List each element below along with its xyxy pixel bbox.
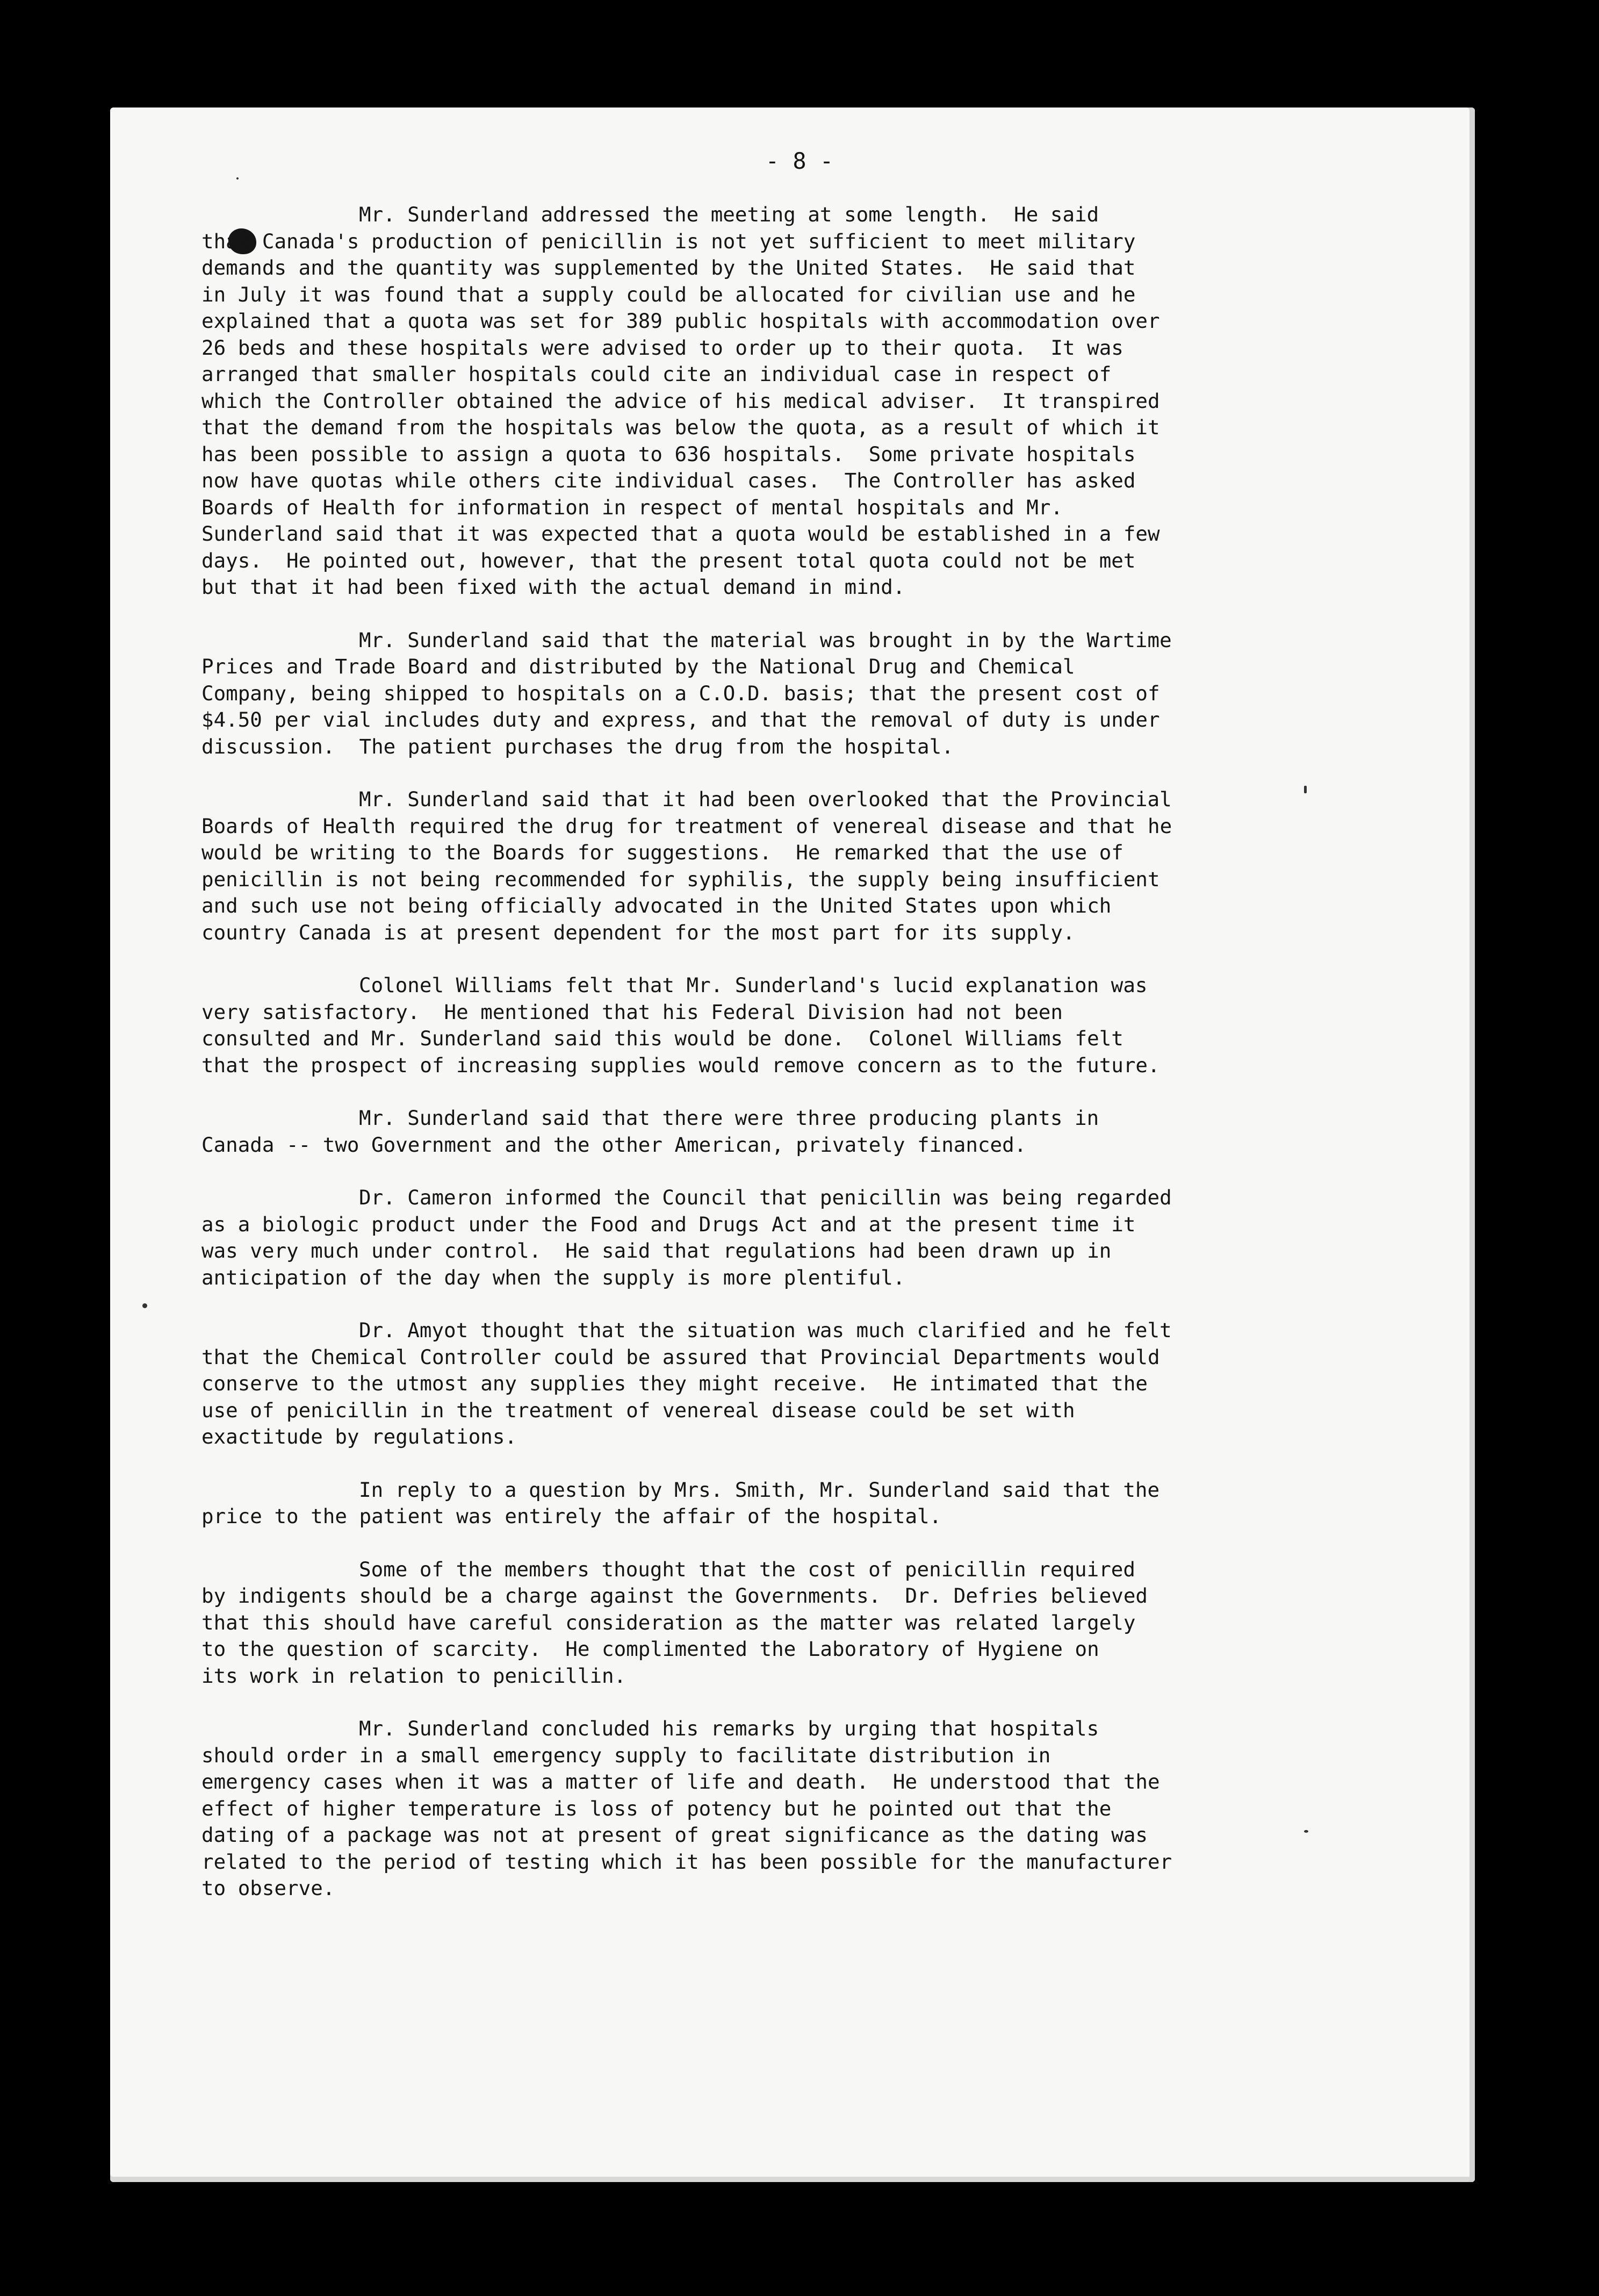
text-line: should order in a small emergency supply to facilitate distribution in — [201, 1743, 1051, 1767]
text-line: emergency cases when it was a matter of life and death. He understood that the — [201, 1770, 1160, 1793]
document-body — [201, 202, 1281, 1928]
paragraph — [201, 627, 1281, 760]
text-line: and such use not being officially advocated in the United States upon which — [201, 894, 1112, 917]
text-line: In reply to a question by Mrs. Smith, Mr. Sunderland said that the — [359, 1477, 1160, 1502]
paragraph — [201, 1105, 1281, 1158]
page-number: - 8 - — [765, 148, 834, 174]
text-line: Prices and Trade Board and distributed by the National Drug and Chemical — [201, 655, 1075, 678]
text-line: $4.50 per vial includes duty and express, and that the removal of duty is under — [201, 708, 1160, 731]
dust-speck — [142, 1303, 147, 1308]
text-line: that the prospect of increasing supplies would remove concern as to the future. — [201, 1053, 1160, 1077]
text-line: Mr. Sunderland said that there were three producing plants in — [359, 1106, 1099, 1130]
text-line: arranged that smaller hospitals could cite an individual case in respect of — [201, 362, 1112, 386]
text-line: country Canada is at present dependent for the most part for its supply. — [201, 920, 1075, 944]
text-line: exactitude by regulations. — [201, 1425, 517, 1448]
text-line: that the demand from the hospitals was below the quota, as a result of which it — [201, 415, 1160, 439]
text-line: Canada -- two Government and the other American, privately financed. — [201, 1132, 1027, 1157]
text-line: that this should have careful consideration as the matter was related largely — [201, 1610, 1136, 1634]
dust-speck — [1304, 786, 1307, 793]
text-line: Boards of Health for information in respect of mental hospitals and Mr. — [201, 495, 1063, 519]
paragraph — [201, 972, 1281, 1079]
paragraph — [201, 1716, 1281, 1902]
text-line: which the Controller obtained the advice of his medical adviser. It transpired — [201, 389, 1160, 413]
text-line: days. He pointed out, however, that the present total quota could not be met — [201, 548, 1136, 572]
text-line: Company, being shipped to hospitals on a C.O.D. basis; that the present cost of — [201, 681, 1160, 705]
text-line: discussion. The patient purchases the drug from the hospital. — [201, 734, 954, 758]
text-line: Colonel Williams felt that Mr. Sunderland's lucid explanation was — [359, 973, 1148, 997]
text-line: penicillin is not being recommended for syphilis, the supply being insufficient — [201, 867, 1160, 891]
text-line: Dr. Cameron informed the Council that penicillin was being regarded — [359, 1186, 1172, 1209]
text-line: anticipation of the day when the supply is more plentiful. — [201, 1265, 905, 1289]
text-line: Boards of Health required the drug for treatment of venereal disease and that he — [201, 814, 1172, 838]
text-line: now have quotas while others cite individual cases. The Controller has asked — [201, 469, 1136, 492]
text-line: Mr. Sunderland said that the material was brought in by the Wartime — [359, 628, 1172, 652]
text-line: would be writing to the Boards for suggestions. He remarked that the use of — [201, 841, 1123, 864]
text-line: to observe. — [201, 1876, 335, 1900]
text-line: Some of the members thought that the cost of penicillin required — [359, 1557, 1135, 1581]
text-line: 26 beds and these hospitals were advised to order up to their quota. It was — [201, 335, 1123, 360]
text-line: price to the patient was entirely the affair of the hospital. — [201, 1504, 942, 1528]
dust-speck — [236, 177, 239, 180]
text-line: use of penicillin in the treatment of venereal disease could be set with — [201, 1398, 1075, 1422]
text-line: Mr. Sunderland said that it had been overlooked that the Provincial — [359, 787, 1172, 811]
text-line: by indigents should be a charge against the Governments. Dr. Defries believed — [201, 1584, 1148, 1608]
paragraph — [201, 1556, 1281, 1690]
text-line: its work in relation to penicillin. — [201, 1663, 626, 1688]
dust-speck — [1304, 1830, 1308, 1833]
text-line: explained that a quota was set for 389 public hospitals with accommodation over — [201, 309, 1160, 333]
paragraph — [201, 1477, 1281, 1530]
text-line: in July it was found that a supply could be allocated for civilian use and he — [201, 282, 1136, 306]
text-line: effect of higher temperature is loss of potency but he pointed out that the — [201, 1796, 1112, 1820]
paragraph — [201, 202, 1281, 601]
text-line: but that it had been fixed with the actual demand in mind. — [201, 575, 905, 599]
text-line: Mr. Sunderland concluded his remarks by urging that hospitals — [359, 1717, 1099, 1740]
text-line: demands and the quantity was supplemented by the United States. He said that — [201, 256, 1136, 279]
text-line: was very much under control. He said that regulations had been drawn up in — [201, 1239, 1112, 1262]
text-line: to the question of scarcity. He complimented the Laboratory of Hygiene on — [201, 1637, 1099, 1661]
text-line: that the Chemical Controller could be assured that Provincial Departments would — [201, 1345, 1160, 1369]
text-line: as a biologic product under the Food and Drugs Act and at the present time it — [201, 1212, 1136, 1236]
text-line: related to the period of testing which it has been possible for the manufacturer — [201, 1849, 1172, 1874]
text-line: consulted and Mr. Sunderland said this would be done. Colonel Williams felt — [201, 1027, 1123, 1050]
text-line: Mr. Sunderland addressed the meeting at some length. He said — [359, 203, 1099, 226]
text-line: Dr. Amyot thought that the situation was much clarified and he felt — [359, 1318, 1172, 1342]
text-line: that Canada's production of penicillin is not yet sufficient to meet military — [201, 229, 1136, 253]
text-line: dating of a package was not at present of great significance as the dating was — [201, 1823, 1148, 1847]
paragraph — [201, 786, 1281, 946]
paragraph — [201, 1317, 1281, 1451]
text-line: has been possible to assign a quota to 636 hospitals. Some private hospitals — [201, 442, 1136, 466]
text-line: conserve to the utmost any supplies they might receive. He intimated that the — [201, 1372, 1148, 1395]
paragraph — [201, 1185, 1281, 1291]
text-line: Sunderland said that it was expected that a quota would be established in a few — [201, 522, 1160, 546]
text-line: very satisfactory. He mentioned that his Federal Division had not been — [201, 1000, 1063, 1024]
